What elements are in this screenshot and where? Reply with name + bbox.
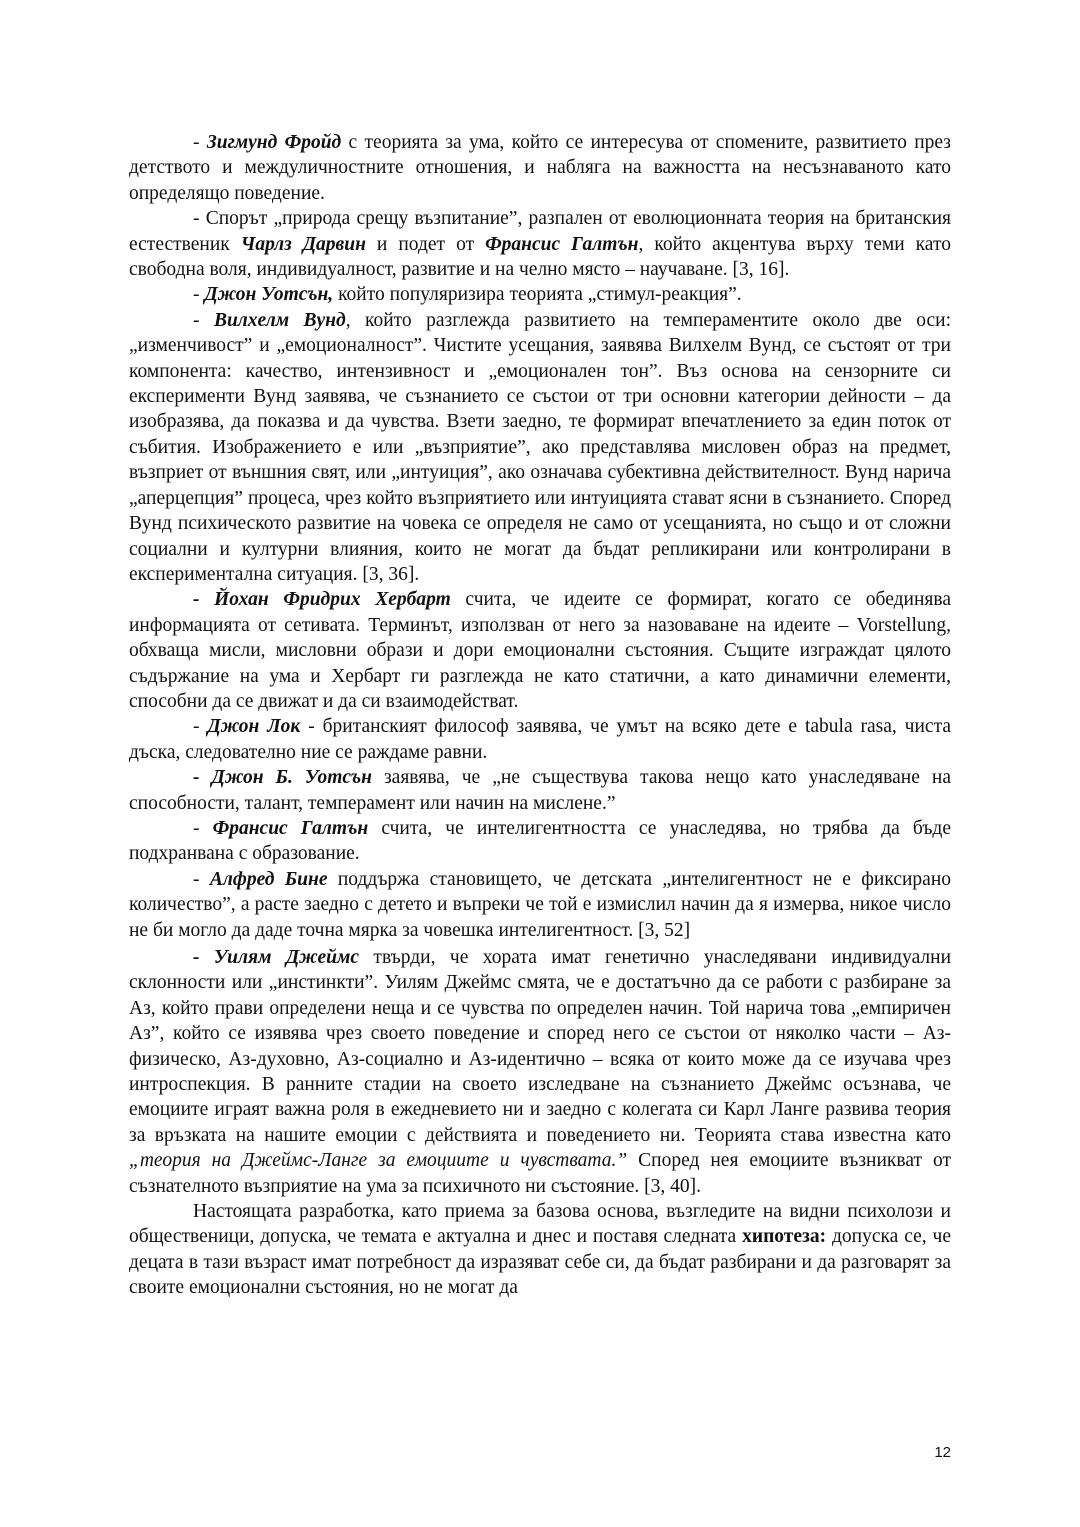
name-watson: Джон Уотсън, — [204, 284, 334, 306]
paragraph-galton: - Франсис Галтън счита, че интелигентността се унаследява, но трябва да бъде подхранвана с образование. — [129, 817, 952, 865]
name-locke: Джон Лок — [207, 716, 301, 738]
name-binet: Алфред Бине — [209, 868, 328, 890]
page-number: 12 — [934, 1444, 951, 1461]
name-galton-2: Франсис Галтън — [212, 817, 369, 839]
name-james: - Уилям Джеймс — [193, 947, 360, 968]
paragraph-wundt: - Вилхелм Вунд, който разглежда развитието на темпераментите около две оси: „изменчивост” и „емоционалност”. Чистите усещания, заявява Вилхелм Вунд, се състоят от три компонента: качество, интензивност и „емоционален тон”. Въз основа на сензорните си експерименти Вунд заявява, че съзнанието се състои от три основни категории дейности – да изобразява, да показва и да чувства. Взети заедно, те формират впечатлението за един поток от събития. Изображението е или „възприятие”, ако представлява мисловен образ на предмет, възприет от външния свят, или „интуиция”, ако означава субективна действителност. Вунд нарича „аперцепция” процеса, чрез който възприятието или интуицията стават ясни в съзнанието. Според Вунд психическото развитие на човека се определя не само от усещанията, но също и от сложни социални и културни влияния, които не могат да бъдат репликирани или контролирани в експериментална ситуация. [3, 36]. — [129, 309, 951, 585]
paragraph-watson-b: - Джон Б. Уотсън заявява, че „не съществува такова нещо като унаследяване на способности, талант, темперамент или начин на мислене.” — [129, 767, 951, 814]
paragraph-locke: - Джон Лок - британският философ заявява, че умът на всяко дете е tabula rasa, чиста дъска, следователно ние се раждаме равни. — [129, 716, 951, 763]
name-freud: Зигмунд Фройд — [206, 132, 342, 153]
paragraph-hypothesis: Настоящата разработка, като приема за базова основа, възгледите на видни психолози и общественици, допуска, че темата е актуална и днес и поставя следната хипотеза: допуска се, че децата в тази възраст имат потребност да изразяват себе си, да бъдат разбирани и да разговарят за своите емоционални състояния, но не могат да — [129, 1201, 951, 1299]
name-watson-b: - Джон Б. Уотсън — [193, 767, 372, 789]
name-darwin: Чарлз Дарвин — [240, 233, 366, 255]
paragraph-freud: - Зигмунд Фройд с теорията за ума, който се интересува от спомените, развитието през детството и междуличностните отношения, и набляга на важността на несъзнаваното като определящо поведение. — [129, 132, 952, 204]
theory-title: „теория на Джеймс-Ланге за емоциите и чувствата.” — [129, 1150, 628, 1172]
paragraph-herbart: - Йохан Фридрих Хербарт счита, че идеите се формират, когато се обединява информацията от сетивата. Терминът, използван от него за назоваване на идеите – Vorstellung, обхваща мисли, мисловни образи и дори емоционални състояния. Същите изграждат цялото съдържание на ума и Хербарт ги разглежда не като статични, а като динамични елементи, способни да се движат и да си взаимодействат. — [129, 589, 951, 712]
paragraph-nature-nurture: - Спорът „природа срещу възпитание”, разпален от еволюционната теория на британския естественик Чарлз Дарвин и подет от Франсис Галтън, който акцентува върху теми като свободна воля, индивидуалност, развитие и на челно място – научаване. [3, 16]. — [129, 208, 951, 281]
name-wundt: Вилхелм Вунд — [213, 309, 346, 331]
hypothesis-label: хипотеза: — [742, 1226, 827, 1248]
name-herbart: - Йохан Фридрих Хербарт — [193, 589, 451, 611]
body-text — [129, 130, 951, 1301]
name-galton: Франсис Галтън — [485, 233, 639, 255]
paragraph-james: - Уилям Джеймс твърди, че хората имат генетично унаследявани индивидуални склонности или „инстинкти”. Уилям Джеймс смята, че е достатъчно да се работи с разбиране за Аз, който прави определени неща и се чувства по определен начин. Той нарича това „емпиричен Аз”, който се изявява чрез своето поведение и според него се състои от няколко части – Аз-физическо, Аз-духовно, Аз-социално и Аз-идентично – всяка от които може да се изучава чрез интроспекция. В ранните стадии на своето изследване на съзнанието Джеймс осъзнава, че емоциите играят важна роля в ежедневието ни и заедно с колегата си Карл Ланге развива теория за връзката на нашите емоции с действията и поведението ни. Теорията става известна като „теория на Джеймс-Ланге за емоциите и чувствата.” Според нея емоциите възникват от съзнателното възприятие на ума за психичното ни състояние. [3, 40]. — [129, 947, 951, 1197]
paragraph-watson: - Джон Уотсън, който популяризира теорията „стимул-реакция”. — [193, 284, 742, 306]
paragraph-binet: - Алфред Бине поддържа становището, че детската „интелигентност не е фиксирано количество”, а расте заедно с детето и въпреки че той е измислил начин да я измерва, никое число не би могло да даде точна мярка за човешка интелигентност. [3, 52] — [129, 868, 952, 941]
